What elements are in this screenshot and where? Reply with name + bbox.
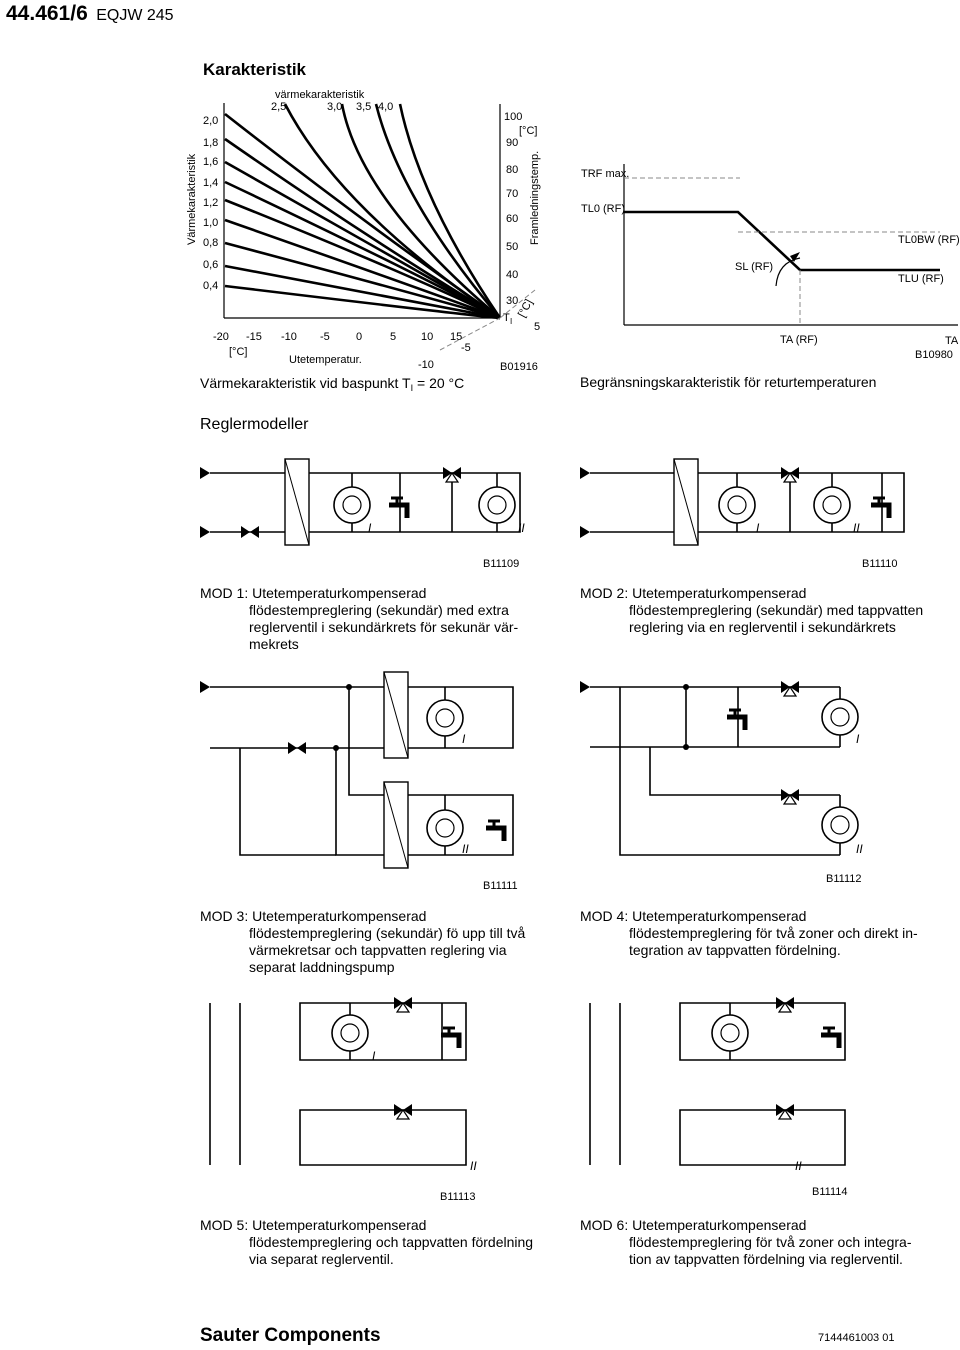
y-tick: 0,8 [203,237,219,249]
mod-1-caption [200,585,518,653]
caption-line: reglerventil i sekundärkrets för sekunär vär- [249,619,519,635]
diagram-code: B11111 [483,880,518,892]
diagram-mod-1 [200,459,525,570]
top-tick: 3,0 [327,101,343,113]
mod-5-caption [200,1217,533,1268]
y-tick: 0,4 [203,280,219,292]
diagram-code: B11113 [440,1191,476,1203]
tap-icon [871,498,889,518]
supply-arrow [200,467,210,479]
zone-label: I [368,521,372,535]
pump-I [719,487,755,523]
mod-6-caption [580,1217,911,1268]
diagram-code: B11110 [862,558,898,570]
diagram-mod-4 [580,681,863,885]
chart-code: B01916 [500,361,538,373]
rc-label: TL0BW (RF) [898,234,960,246]
caption-line: flödestempreglering (sekundär) med tappvatten [629,602,924,618]
caption-title: MOD 5: Utetemperaturkompenserad [200,1217,427,1233]
rc-label: TA [945,335,959,347]
y-axis-title: Värmekarakteristik [186,153,198,245]
right-tick: 60 [506,213,519,225]
ti-label: T [503,312,510,324]
pump-I [822,699,858,735]
caption-title: MOD 3: Utetemperaturkompenserad [200,908,427,924]
heat-exchanger [384,672,408,758]
caption-line: reglering via en reglerventil i sekundärkrets [629,619,896,635]
zone-label: II [795,1159,802,1173]
pump-I [334,487,370,523]
tap-icon [389,498,407,518]
supply-arrow [580,467,590,479]
x-tick: -10 [281,331,297,343]
zone-label: I [856,732,860,746]
top-tick: 4,0 [378,101,394,113]
pump-I [332,1015,368,1051]
three-way-valve [781,467,799,482]
x-tick: 15 [450,331,463,343]
left-chart-caption: Värmekarakteristik vid baspunkt $T_I = 20$ °C [200,375,465,393]
y-tick: 1,0 [203,217,219,229]
mod-2-caption [580,585,923,636]
diagram-mod-5 [210,997,477,1203]
control-valve [288,742,306,754]
top-tick: 2,5 [271,101,287,113]
zone-label: II [518,521,525,535]
y-tick: 1,4 [203,177,219,189]
supply-arrow [580,681,590,693]
caption-title: MOD 4: Utetemperaturkompenserad [580,908,807,924]
rc-label: TL0 (RF) [581,203,625,215]
diagram-code: B11114 [812,1186,848,1198]
y-tick: 2,0 [203,115,219,127]
heat-exchanger [384,782,408,868]
y-tick: 0,6 [203,259,219,271]
tap-icon [821,1028,839,1048]
tap-icon [486,821,504,841]
zone-label: I [462,732,466,746]
caption-title: MOD 2: Utetemperaturkompenserad [580,585,807,601]
mod-4-caption [580,908,918,959]
three-way-valve [394,1104,412,1119]
diagram-mod-6 [590,997,847,1198]
right-unit: [°C] [519,125,538,137]
diagram-mod-3 [200,672,518,892]
diagram-code: B11109 [483,558,520,570]
y-tick: 1,6 [203,156,219,168]
zone-label: II [853,521,860,535]
caption-line: flödestempreglering för två zoner och direkt in- [629,925,918,941]
diagram-mod-2 [580,459,904,570]
rc-code: B10980 [915,349,953,361]
diagram-code: B11112 [826,873,862,885]
zone-label: II [462,842,469,856]
three-way-valve [776,997,794,1012]
ti-value: 5 [534,321,541,333]
caption-line: via separat reglerventil. [249,1251,394,1267]
rc-label: TA (RF) [780,334,818,346]
x-extra: -5 [461,342,471,354]
ti-unit: [°C] [516,297,536,320]
section-title-characteristic: Karakteristik [203,60,307,79]
return-arrow [200,526,210,538]
caption-line: flödestempreglering (sekundär) med extra [249,602,509,618]
zone-label: II [856,842,863,856]
footer-brand: Sauter Components [200,1325,381,1346]
caption-line: flödestempreglering för två zoner och integra- [629,1234,912,1250]
pump-II [479,487,515,523]
pump-II [822,807,858,843]
control-valve [241,526,259,538]
x-axis-title: Utetemperatur. [289,354,362,366]
top-tick: 3,5 [356,101,372,113]
rc-label: TLU (RF) [898,273,944,285]
top-axis-label: värmekarakteristik [275,89,365,101]
caption-line: tion av tappvatten fördelning via reglerventil. [629,1251,903,1267]
x-extra: -10 [418,359,434,371]
pump-I [712,1015,748,1051]
right-tick: 90 [506,137,519,149]
right-axis-title: Framledningstemp. [529,150,541,245]
pump-I [427,700,463,736]
three-way-valve [443,467,461,482]
supply-arrow [200,681,210,693]
x-tick: -20 [213,331,229,343]
return-arrow [580,526,590,538]
zone-label: I [756,521,760,535]
x-tick: 10 [421,331,434,343]
caption-title: MOD 6: Utetemperaturkompenserad [580,1217,807,1233]
section-title-control-models: Reglermodeller [200,416,309,433]
caption-line: flödestempreglering och tappvatten fördelning [249,1234,534,1250]
tap-icon [441,1028,459,1048]
three-way-valve [781,789,799,804]
caption-line: värmekretsar och tappvatten reglering via [249,942,507,958]
caption-line: mekrets [249,636,299,652]
y-tick: 1,8 [203,137,219,149]
three-way-valve [781,681,799,696]
x-tick: 0 [356,331,363,343]
caption-line: tegration av tappvatten fördelning. [629,942,841,958]
right-tick: 100 [504,111,523,123]
right-tick: 50 [506,241,519,253]
zone-label: I [372,1049,376,1063]
x-tick: -15 [246,331,262,343]
right-tick: 30 [506,295,519,307]
caption-line: flödestempreglering (sekundär) fö upp till två [249,925,526,941]
three-way-valve [776,1104,794,1119]
right-tick: 80 [506,164,519,176]
x-tick: 5 [390,331,397,343]
ti-subscript: I [510,317,513,326]
rc-caption: Begränsningskarakteristik för returtemperaturen [580,374,877,390]
x-tick: -5 [320,331,330,343]
rc-label: TRF max. [581,168,630,180]
pump-II [814,487,850,523]
caption-title: MOD 1: Utetemperaturkompenserad [200,585,427,601]
three-way-valve [394,997,412,1012]
zone-label: II [470,1159,477,1173]
mod-3-caption [200,908,525,976]
footer-doc-code: 7144461003 01 [818,1332,895,1344]
doc-number: 44.461/6 [6,2,88,25]
y-tick: 1,2 [203,197,219,209]
right-tick: 70 [506,188,519,200]
model-name: EQJW 245 [96,7,174,24]
pump-II [427,810,463,846]
heat-exchanger [285,459,309,545]
heat-exchanger [674,459,698,545]
x-unit: [°C] [229,346,248,358]
caption-line: separat laddningspump [249,959,395,975]
right-tick: 40 [506,269,519,281]
rc-label: SL (RF) [735,261,774,273]
tap-icon [727,710,745,730]
